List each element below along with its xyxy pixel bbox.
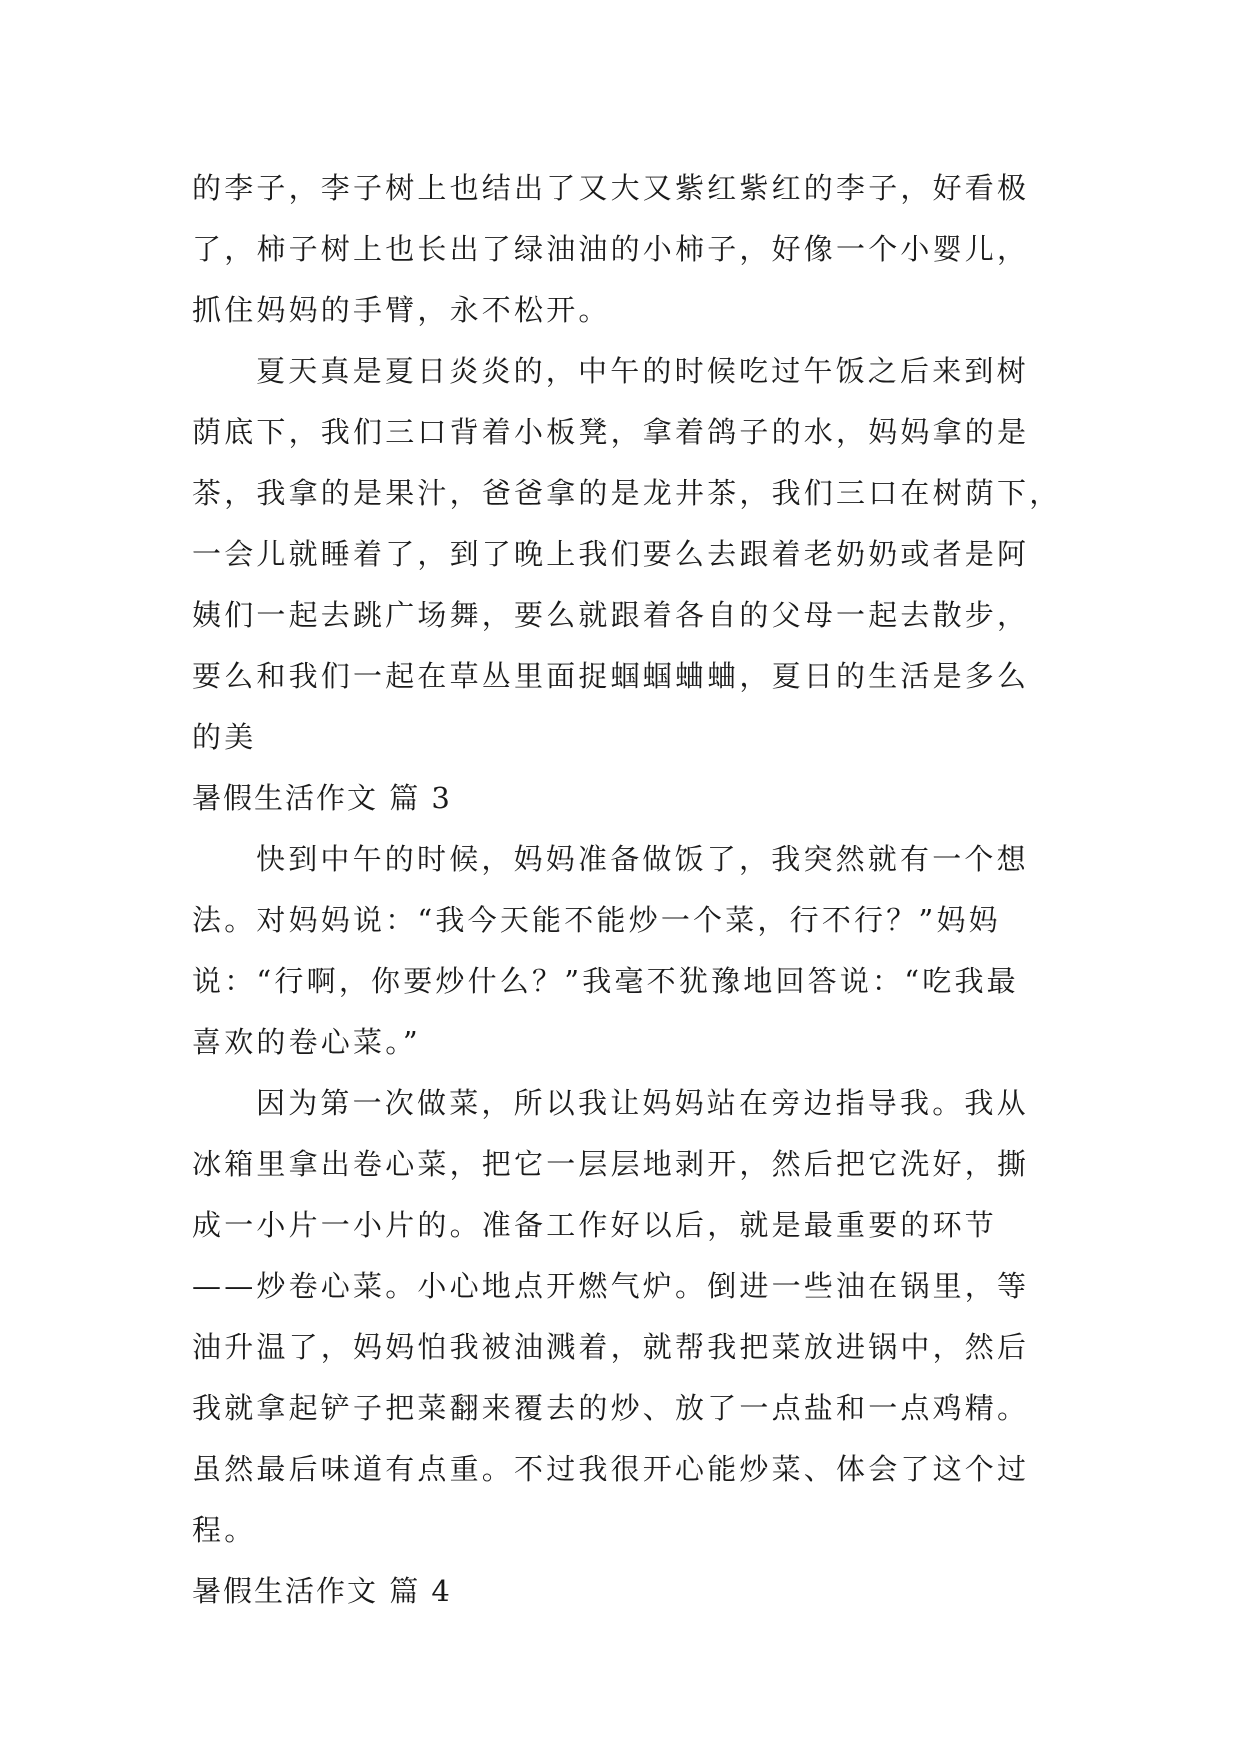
text-line: 我就拿起铲子把菜翻来覆去的炒、放了一点盐和一点鸡精。: [192, 1391, 1030, 1425]
document-body: [192, 158, 1062, 1622]
paragraph-start-line: 快到中午的时候，妈妈准备做饭了，我突然就有一个想: [256, 842, 1029, 876]
text-line: 荫底下，我们三口背着小板凳，拿着鸽子的水，妈妈拿的是: [192, 415, 1030, 449]
paragraph-start-line: 因为第一次做菜，所以我让妈妈站在旁边指导我。我从: [256, 1086, 1029, 1120]
text-line: 成一小片一小片的。准备工作好以后，就是最重要的环节: [192, 1208, 998, 1242]
text-line: 一会儿就睡着了，到了晚上我们要么去跟着老奶奶或者是阿: [192, 537, 1030, 571]
paragraph-start-line: 夏天真是夏日炎炎的，中午的时候吃过午饭之后来到树: [256, 354, 1029, 388]
text-line: 法。对妈妈说：“我今天能不能炒一个菜，行不行？”妈妈: [192, 903, 1001, 937]
text-line: 喜欢的卷心菜。”: [192, 1025, 421, 1059]
text-line: 姨们一起去跳广场舞，要么就跟着各自的父母一起去散步，: [192, 598, 1030, 632]
text-line: 的美: [192, 720, 257, 754]
section-heading: 暑假生活作文 篇 3: [192, 781, 452, 815]
text-line: 抓住妈妈的手臂，永不松开。: [192, 293, 611, 327]
text-line: 要么和我们一起在草丛里面捉蝈蝈蛐蛐，夏日的生活是多么: [192, 659, 1030, 693]
text-line: 程。: [192, 1513, 257, 1547]
text-line: 茶，我拿的是果汁，爸爸拿的是龙井茶，我们三口在树荫下，: [192, 476, 1062, 510]
section-heading: 暑假生活作文 篇 4: [192, 1574, 452, 1608]
text-line: 了，柿子树上也长出了绿油油的小柿子，好像一个小婴儿，: [192, 232, 1030, 266]
text-line: 冰箱里拿出卷心菜，把它一层层地剥开，然后把它洗好，撕: [192, 1147, 1030, 1181]
text-line: 油升温了，妈妈怕我被油溅着，就帮我把菜放进锅中，然后: [192, 1330, 1030, 1364]
text-line: 说：“行啊，你要炒什么？”我毫不犹豫地回答说：“吃我最: [192, 964, 1019, 998]
text-line: ——炒卷心菜。小心地点开燃气炉。倒进一些油在锅里，等: [192, 1269, 1030, 1303]
text-line: 虽然最后味道有点重。不过我很开心能炒菜、体会了这个过: [192, 1452, 1030, 1486]
text-line: 的李子，李子树上也结出了又大又紫红紫红的李子，好看极: [192, 171, 1030, 205]
